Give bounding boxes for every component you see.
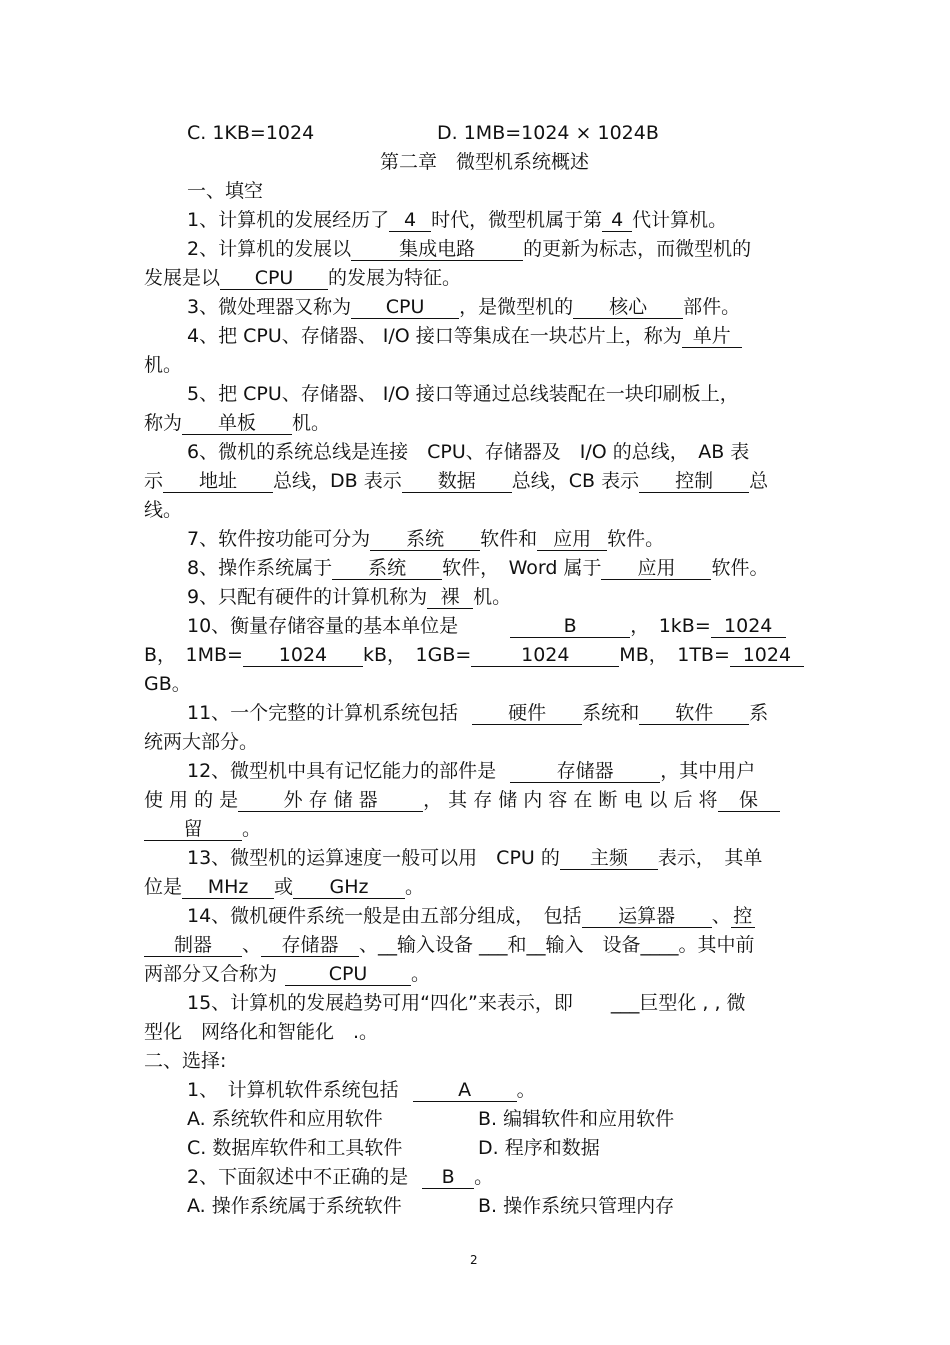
page-number: 2: [470, 1253, 478, 1267]
question-10-cont: B， 1MB= 1024 kB， 1GB= 1024 MB， 1TB= 1024: [144, 643, 804, 667]
question-4: 4、把 CPU、存储器、 I/O 接口等集成在一块芯片上，称为 单片: [187, 324, 742, 348]
answer-blank: 软件: [639, 703, 749, 725]
option-c: C. 1KB=1024: [187, 122, 315, 144]
question-15-cont: 型化 网络化和智能化 .。: [144, 1021, 379, 1043]
question-8: 8、操作系统属于 系统 软件， Word 属于 应用 软件。: [187, 557, 769, 579]
question-12-end: 留 。: [144, 817, 261, 841]
answer-blank: 核心: [573, 297, 683, 319]
choice-2-option-a: A. 操作系统属于系统软件: [187, 1195, 402, 1217]
answer-blank: A: [413, 1080, 517, 1102]
answer-blank: 1024: [471, 645, 619, 667]
answer-blank: 数据: [402, 471, 512, 493]
answer-blank: 硬件: [472, 703, 582, 725]
choice-2-option-b: B. 操作系统只管理内存: [478, 1195, 675, 1217]
answer-blank: 1024: [711, 616, 786, 638]
answer-blank: 系统: [370, 529, 480, 551]
question-15: 15、计算机的发展趋势可用“四化”来表示，即 ___巨型化 , , 微: [187, 992, 746, 1014]
answer-blank: 保: [718, 790, 780, 812]
question-2: 2、计算机的发展以 集成电路 的更新为标志，而微型机的: [187, 238, 752, 260]
answer-blank: 应用: [601, 558, 711, 580]
answer-blank: 外 存 储 器: [238, 790, 423, 812]
option-d: D. 1MB=1024 × 1024B: [437, 122, 659, 144]
answer-blank: 控制: [639, 471, 749, 493]
answer-blank: 留: [144, 819, 242, 841]
question-6-end: 线。: [144, 499, 183, 521]
answer-blank: CPU: [220, 268, 328, 290]
question-11: 11、一个完整的计算机系统包括 硬件 系统和 软件 系: [187, 702, 769, 724]
question-10-end: GB。: [144, 673, 191, 695]
answer-blank: CPU: [351, 297, 459, 319]
question-14-end: 两部分又合称为 CPU 。: [144, 963, 431, 985]
choice-1-option-a: A. 系统软件和应用软件: [187, 1108, 383, 1130]
choice-1-option-c: C. 数据库软件和工具软件: [187, 1137, 403, 1159]
option-d-line: [437, 121, 659, 145]
answer-blank: 地址: [163, 471, 273, 493]
answer-blank: 控: [731, 906, 755, 928]
answer-blank: 主频: [560, 848, 658, 870]
answer-blank: 运算器: [582, 906, 712, 928]
answer-blank: B: [510, 616, 630, 638]
question-1: 1、计算机的发展经历了 4 时代，微型机属于第 4 代计算机。: [187, 209, 728, 231]
section-choice: 二、选择:: [144, 1050, 227, 1072]
option-c-line: [187, 121, 314, 145]
answer-blank: 存储器: [510, 761, 660, 783]
chapter-title: 第二章 微型机系统概述: [380, 151, 590, 173]
question-9: 9、只配有硬件的计算机称为 裸 机。: [187, 586, 512, 608]
question-6: 6、微机的系统总线是连接 CPU、存储器及 I/O 的总线， AB 表: [187, 441, 750, 463]
answer-blank: 单片: [682, 326, 742, 348]
question-13-cont: 位是 MHz 或 GHz 。: [144, 876, 425, 898]
question-4-cont: 机。: [144, 354, 183, 376]
question-10: 10、衡量存储容量的基本单位是 B ， 1kB= 1024: [187, 614, 786, 638]
question-14: 14、微机硬件系统一般是由五部分组成， 包括 运算器 、 控: [187, 904, 755, 928]
question-7: 7、软件按功能可分为 系统 软件和 应用 软件。: [187, 528, 665, 550]
question-14-cont: 制器 、 存储器 、__输入设备 ___和__输入 设备____。其中前: [144, 933, 755, 957]
answer-blank: 集成电路: [351, 239, 523, 261]
question-3: 3、微处理器又称为 CPU ，是微型机的 核心 部件。: [187, 296, 741, 318]
answer-blank: 1024: [730, 645, 804, 667]
question-12: 12、微型机中具有记忆能力的部件是 存储器 ，其中用户: [187, 760, 756, 782]
question-6-cont: 示 地址 总线，DB 表示 数据 总线，CB 表示 控制 总: [144, 470, 769, 492]
choice-1-option-b: B. 编辑软件和应用软件: [478, 1108, 675, 1130]
section-fill-blank: 一、填空: [187, 180, 264, 202]
answer-blank: 存储器: [261, 935, 359, 957]
choice-1-option-d: D. 程序和数据: [478, 1137, 600, 1159]
answer-blank: B: [422, 1167, 474, 1189]
answer-blank: 单板: [182, 413, 292, 435]
answer-blank: 制器: [144, 935, 242, 957]
answer-blank: 裸: [427, 587, 473, 609]
answer-blank: CPU: [285, 964, 411, 986]
answer-blank: 1024: [243, 645, 363, 667]
answer-blank: MHz: [182, 877, 274, 899]
answer-blank: 系统: [332, 558, 442, 580]
answer-blank: GHz: [293, 877, 405, 899]
answer-blank: 4: [602, 210, 632, 232]
question-5-cont: 称为 单板 机。: [144, 412, 331, 434]
question-13: 13、微型机的运算速度一般可以用 CPU 的 主频 表示， 其单: [187, 847, 763, 869]
choice-question-2: 2、下面叙述中不正确的是 B 。: [187, 1166, 494, 1188]
question-2-cont: 发展是以 CPU 的发展为特征。: [144, 267, 462, 289]
question-12-cont: 使 用 的 是 外 存 储 器 ， 其 存 储 内 容 在 断 电 以 后 将 保: [144, 788, 780, 812]
answer-blank: 应用: [537, 529, 607, 551]
question-5: 5、把 CPU、存储器、 I/O 接口等通过总线装配在一块印刷板上，: [187, 383, 739, 405]
answer-blank: 4: [389, 210, 431, 232]
question-11-cont: 统两大部分。: [144, 731, 259, 753]
choice-question-1: 1、 计算机软件系统包括 A 。: [187, 1079, 536, 1101]
